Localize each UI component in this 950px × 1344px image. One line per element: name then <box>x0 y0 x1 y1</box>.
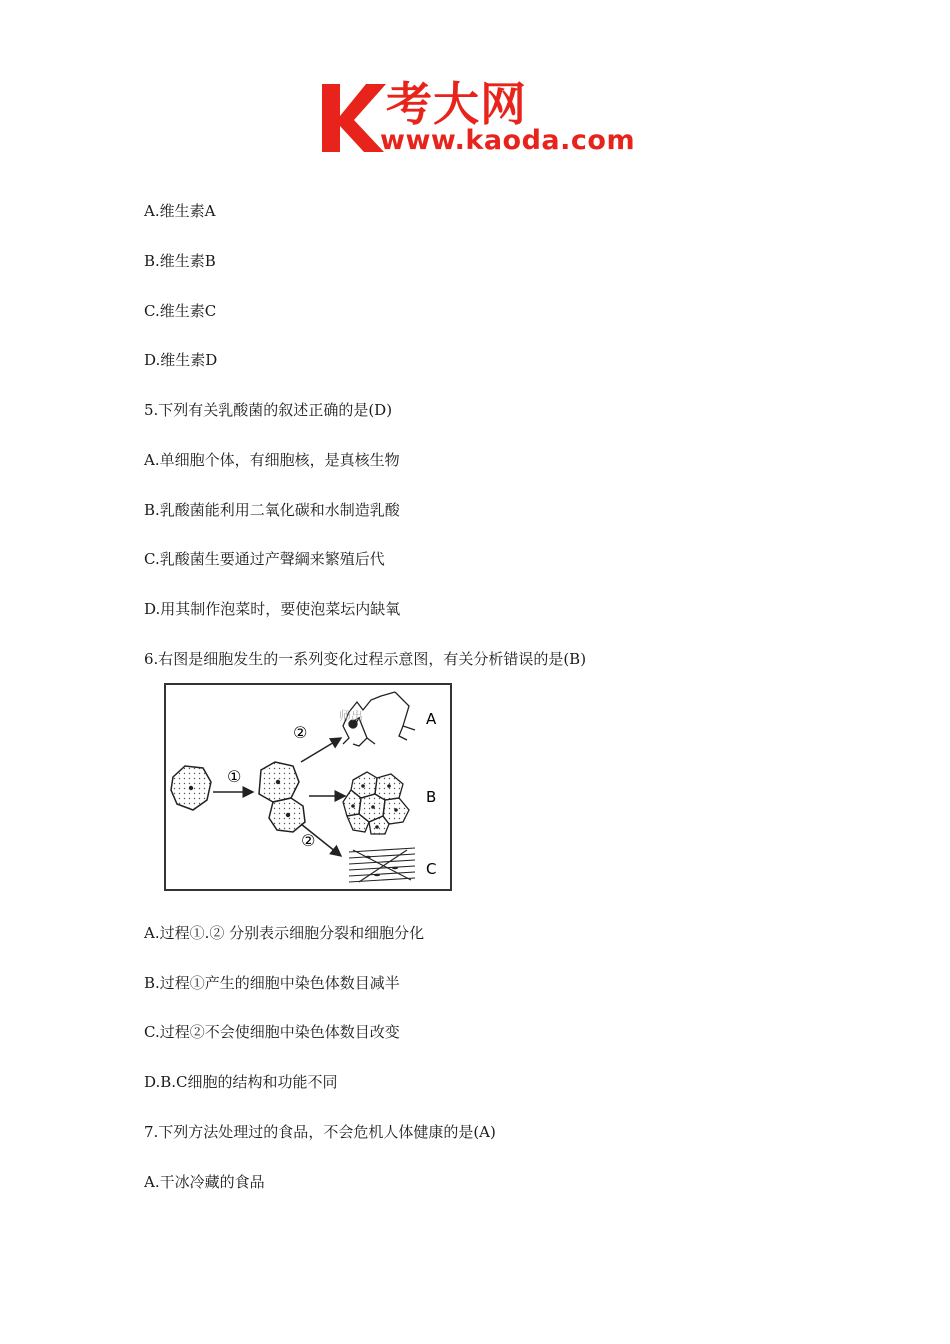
q6-option-a: A.过程①.② 分别表示细胞分裂和细胞分化 <box>144 924 425 942</box>
q4-option-b: B.维生素B <box>144 252 216 270</box>
q7-stem: 7.下列方法处理过的食品，不会危机人体健康的是(A) <box>144 1123 496 1141</box>
step1-label: ① <box>227 767 242 786</box>
parent-cell <box>171 766 211 810</box>
q4-option-c: C.维生素C <box>144 302 217 320</box>
daughter-cells <box>259 762 305 832</box>
cell-process-diagram <box>163 682 453 892</box>
q4-option-d: D.维生素D <box>144 351 218 369</box>
muscle-fibers <box>349 848 415 882</box>
q4-option-a: A.维生素A <box>144 202 216 220</box>
step2-label-top: ② <box>293 723 308 742</box>
q5-option-b: B.乳酸菌能利用二氧化碳和水制造乳酸 <box>144 501 400 519</box>
step2-label-bottom: ② <box>301 831 316 850</box>
brand-url: www.kaoda.com <box>380 125 636 156</box>
k-logo-icon <box>318 80 388 152</box>
q6-option-d: D.B.C细胞的结构和功能不同 <box>144 1073 338 1091</box>
q6-stem: 6.右图是细胞发生的一系列变化过程示意图，有关分析错误的是(B) <box>144 650 587 668</box>
label-a: A <box>426 710 437 728</box>
q5-option-d: D.用其制作泡菜时，要使泡菜坛内缺氧 <box>144 600 401 618</box>
label-c: C <box>426 860 437 878</box>
q6-option-b: B.过程①产生的细胞中染色体数目减半 <box>144 974 400 992</box>
brand-name: 考大网 <box>386 77 527 131</box>
q7-option-a: A.干冰冷藏的食品 <box>144 1173 265 1191</box>
epithelial-cells <box>343 772 409 834</box>
label-b: B <box>426 788 437 806</box>
q5-stem: 5.下列有关乳酸菌的叙述正确的是(D) <box>144 401 393 419</box>
logo <box>318 77 638 160</box>
q6-option-c: C.过程②不会使细胞中染色体数目改变 <box>144 1023 400 1041</box>
watermark-text: 师出 <box>339 709 364 723</box>
q5-option-a: A.单细胞个体，有细胞核，是真核生物 <box>144 451 400 469</box>
q5-option-c: C.乳酸菌生要通过产聲綱来繁殖后代 <box>144 550 385 568</box>
